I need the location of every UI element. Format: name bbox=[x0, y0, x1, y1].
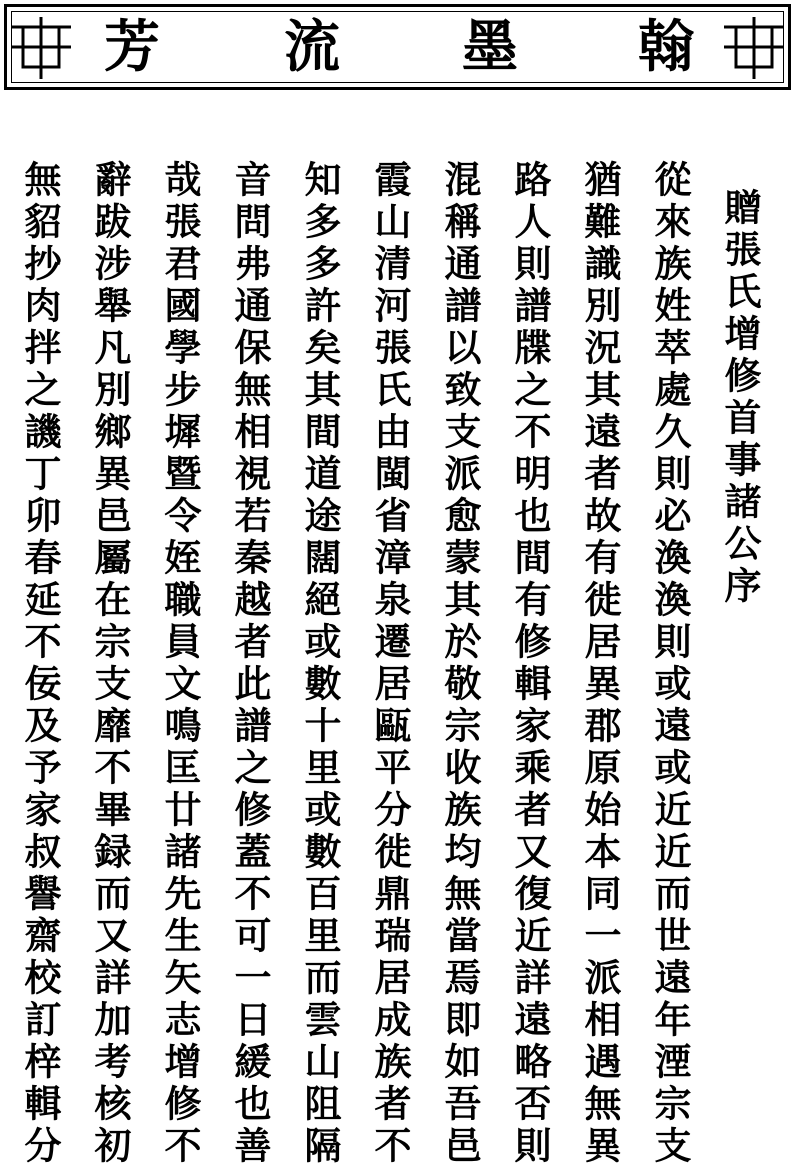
title-char-1: 芳 bbox=[104, 14, 160, 80]
text-column: 辭跋涉舉凡別鄉異邑屬在宗支靡不畢録而又詳加考核初 bbox=[88, 160, 132, 1168]
text-column: 知多多許矣其間道途闊絕或數十里或數百里而雲山阻隔 bbox=[298, 160, 342, 1168]
text-column: 無貂抄肉拌之譏丁卯春延不佞及予家叔譽齋校訂梓輯分 bbox=[18, 160, 62, 1168]
header-banner bbox=[4, 4, 791, 90]
text-column: 從來族姓萃處久則必渙渙則或遠或近近而世遠年湮宗支 bbox=[648, 160, 692, 1168]
text-column: 猶難識別況其遠者故有徙居異郡原始本同一派相遇無異 bbox=[578, 160, 622, 1168]
text-column: 路人則譜牒之不明也間有修輯家乘者又復近詳遠略否則 bbox=[508, 160, 552, 1168]
text-column: 哉張君國學步墀暨令姪職員文鳴匡廿諸先生矢志增修不 bbox=[158, 160, 202, 1168]
preface-title: 贈張氏增修首事諸公序 bbox=[718, 188, 762, 608]
text-column: 霞山清河張氏由閩省漳泉遷居甌平分徙鼎瑞居成族者不 bbox=[368, 160, 412, 1168]
title-char-4: 翰 bbox=[638, 14, 694, 80]
title-char-2: 流 bbox=[284, 14, 340, 80]
vertical-text-body bbox=[5, 160, 775, 1168]
fret-ornament-left-icon bbox=[9, 9, 75, 81]
text-column: 混稱通譜以致支派愈蒙其於敬宗收族均無當焉即如吾邑 bbox=[438, 160, 482, 1168]
fret-ornament-right-icon bbox=[720, 9, 786, 81]
title-char-3: 墨 bbox=[462, 14, 518, 80]
text-column: 音問弗通保無相視若秦越者此譜之修蓋不可一日緩也善 bbox=[228, 160, 272, 1168]
